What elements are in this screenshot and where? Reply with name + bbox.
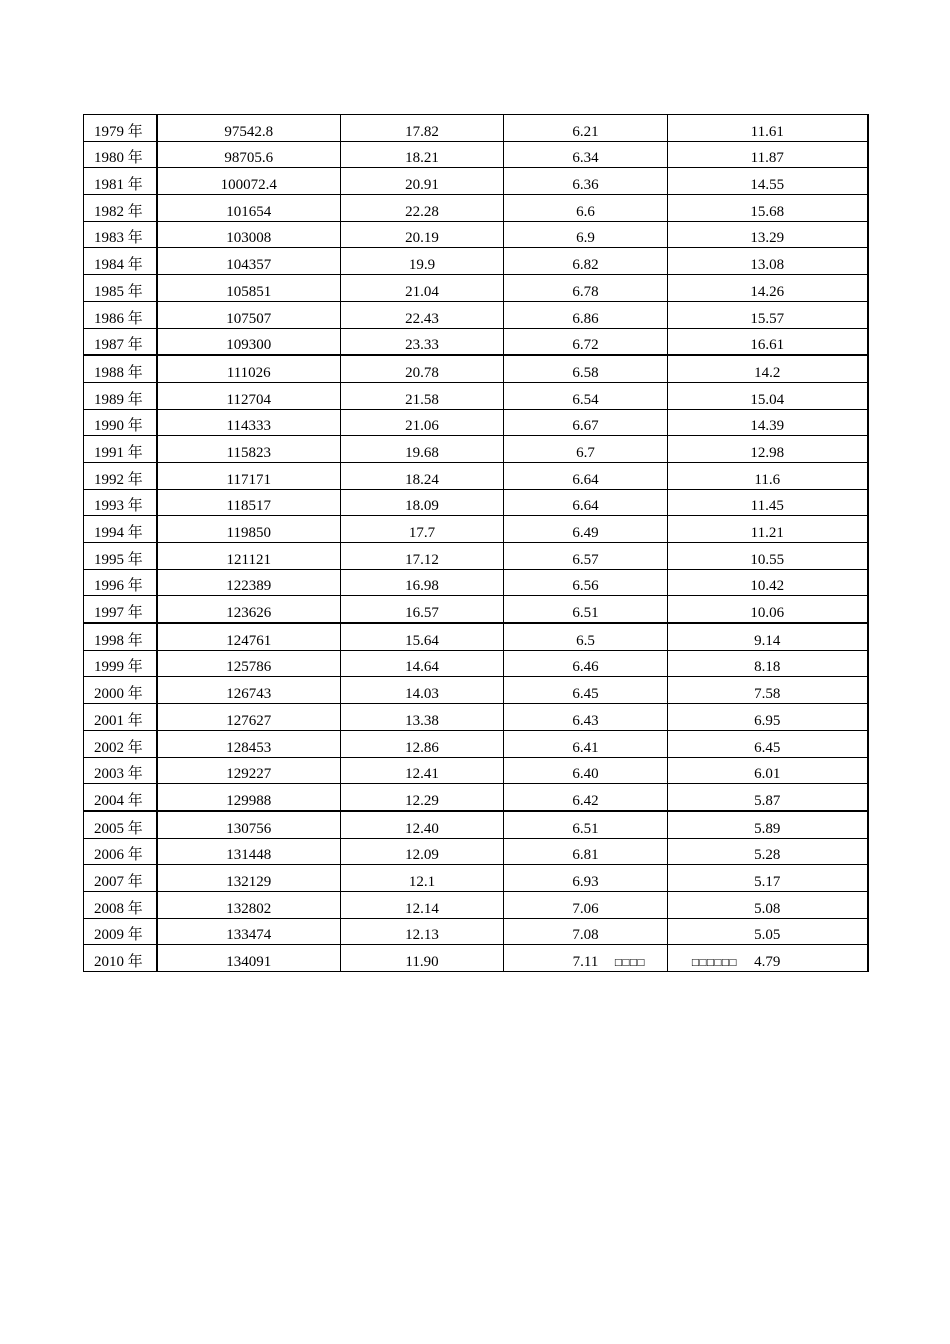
table-row [84,891,868,918]
table-row [84,677,868,704]
table-row [84,195,868,222]
table-row [84,596,868,623]
table-row [84,328,868,355]
value-cell-c1: 121121 [157,543,341,570]
year-cell: 2003 年 [84,757,157,784]
year-cell: 2002 年 [84,730,157,757]
value-cell-c2: 19.68 [341,436,504,463]
value-cell-c1: 112704 [157,382,341,409]
footnote-left: □□□□ [614,958,645,968]
value-cell-c2: 18.09 [341,489,504,516]
value-cell-c1: 133474 [157,918,341,945]
value-cell-c3: 6.64 [504,462,668,489]
value-cell-c2: 16.57 [341,596,504,623]
value-cell-c4: 8.18 [668,650,868,677]
value-cell-c2: 17.82 [341,115,504,142]
value-cell-c4: 5.28 [668,838,868,865]
value-cell-c4: 15.57 [668,301,868,328]
value-cell-c2: 22.28 [341,195,504,222]
table-row [84,704,868,731]
value-cell-c1: 100072.4 [157,168,341,195]
value-cell-c3: 6.43 [504,704,668,731]
value-cell-c2: 12.86 [341,730,504,757]
table-row [84,838,868,865]
value-cell-c3: 6.51 [504,811,668,838]
value-cell-c1: 98705.6 [157,141,341,168]
value-cell-c1: 124761 [157,623,341,650]
table-row [84,382,868,409]
year-cell: 1983 年 [84,221,157,248]
value-cell-c2: 12.41 [341,757,504,784]
value-cell-c3: 6.46 [504,650,668,677]
population-table [83,114,869,972]
value-cell-c1: 107507 [157,301,341,328]
value-cell-c4: 10.55 [668,543,868,570]
value-cell-c1: 129227 [157,757,341,784]
value-cell-c4: 13.29 [668,221,868,248]
table-row [84,409,868,436]
year-cell: 1979 年 [84,115,157,142]
value-cell-c2: 20.91 [341,168,504,195]
year-cell: 1995 年 [84,543,157,570]
value-cell-c4: 14.26 [668,275,868,302]
year-cell: 1991 年 [84,436,157,463]
value-cell-c3: 6.93 [504,865,668,892]
year-cell: 1990 年 [84,409,157,436]
value-cell-c1: 134091 [157,945,341,972]
value-cell-c1: 115823 [157,436,341,463]
value-cell-c3: 6.56 [504,569,668,596]
table-row [84,141,868,168]
value-cell-c4: 6.01 [668,757,868,784]
value-cell-c3: 6.7 [504,436,668,463]
year-cell: 2009 年 [84,918,157,945]
value-cell-c3: 6.34 [504,141,668,168]
table-row [84,516,868,543]
value-cell-c3: 6.21 [504,115,668,142]
year-cell: 1986 年 [84,301,157,328]
table-row [84,569,868,596]
table-row [84,730,868,757]
value-cell-c2: 18.21 [341,141,504,168]
value-cell-c4: 5.05 [668,918,868,945]
value-cell-c1: 132129 [157,865,341,892]
value-cell-c3: 6.51 [504,596,668,623]
year-cell: 1984 年 [84,248,157,275]
value-cell-c2: 22.43 [341,301,504,328]
value-cell-c2: 15.64 [341,623,504,650]
value-cell-c4: 14.39 [668,409,868,436]
value-cell-c2: 11.90 [341,945,504,972]
year-cell: 1992 年 [84,462,157,489]
value-cell-c4: 11.87 [668,141,868,168]
value-cell-c1: 131448 [157,838,341,865]
year-cell: 2006 年 [84,838,157,865]
year-cell: 1989 年 [84,382,157,409]
value-cell-c3: 6.42 [504,784,668,811]
value-cell-c4: 15.04 [668,382,868,409]
table-row [84,623,868,650]
value-cell-c2: 23.33 [341,328,504,355]
year-cell: 1987 年 [84,328,157,355]
value-cell-c4: 14.55 [668,168,868,195]
value-cell-c4: 5.89 [668,811,868,838]
year-cell: 2010 年 [84,945,157,972]
value-cell-c2: 13.38 [341,704,504,731]
value-cell-c4: 10.42 [668,569,868,596]
value-cell-c4: 11.45 [668,489,868,516]
value-cell-c4: 6.45 [668,730,868,757]
table-row [84,543,868,570]
value-cell-c1: 122389 [157,569,341,596]
value-cell-c3: 6.82 [504,248,668,275]
year-cell: 2007 年 [84,865,157,892]
year-cell: 2001 年 [84,704,157,731]
year-cell: 2005 年 [84,811,157,838]
value-cell-c1: 119850 [157,516,341,543]
value-cell-c1: 123626 [157,596,341,623]
value-cell-c4: 13.08 [668,248,868,275]
value-cell-c4: 6.95 [668,704,868,731]
year-cell: 1999 年 [84,650,157,677]
value-cell-c3: 6.41 [504,730,668,757]
table-row [84,462,868,489]
value-cell-c1: 104357 [157,248,341,275]
value-cell-c2: 12.1 [341,865,504,892]
value-cell-c3: 6.40 [504,757,668,784]
value-cell-c3: 6.54 [504,382,668,409]
table-row [84,784,868,811]
value-cell-c4: 5.17 [668,865,868,892]
value-cell-c1: 114333 [157,409,341,436]
value-cell-c2: 21.58 [341,382,504,409]
table-row [84,918,868,945]
value-cell-c2: 12.14 [341,891,504,918]
value-cell-c3: 6.86 [504,301,668,328]
value-cell-c2: 18.24 [341,462,504,489]
value-cell-c2: 12.09 [341,838,504,865]
value-cell-c3: 7.06 [504,891,668,918]
value-cell-c2: 20.19 [341,221,504,248]
value-cell-c3: 6.9 [504,221,668,248]
value-cell-c1: 101654 [157,195,341,222]
value-cell-c4: 14.2 [668,355,868,382]
year-cell: 1981 年 [84,168,157,195]
table-row [84,248,868,275]
value-cell-c2: 14.03 [341,677,504,704]
year-cell: 1994 年 [84,516,157,543]
value-cell-c4: 15.68 [668,195,868,222]
value-cell-c4: 9.14 [668,623,868,650]
value-cell-c1: 117171 [157,462,341,489]
table-row [84,301,868,328]
value-cell-c3: 6.67 [504,409,668,436]
value-cell-c1: 128453 [157,730,341,757]
value-cell-c1: 103008 [157,221,341,248]
value-cell-c1: 97542.8 [157,115,341,142]
year-cell: 2000 年 [84,677,157,704]
value-cell-c1: 118517 [157,489,341,516]
table-row [84,355,868,382]
value-cell-c1: 125786 [157,650,341,677]
value-cell-c3: 7.11 [504,945,668,972]
year-cell: 1985 年 [84,275,157,302]
value-cell-c2: 12.29 [341,784,504,811]
value-cell-c2: 12.40 [341,811,504,838]
value-cell-c3: 6.45 [504,677,668,704]
year-cell: 1993 年 [84,489,157,516]
year-cell: 1998 年 [84,623,157,650]
value-cell-c2: 16.98 [341,569,504,596]
value-cell-c3: 7.08 [504,918,668,945]
value-cell-c2: 17.12 [341,543,504,570]
value-cell-c2: 12.13 [341,918,504,945]
value-cell-c2: 21.04 [341,275,504,302]
value-cell-c1: 111026 [157,355,341,382]
table-row [84,115,868,142]
year-cell: 2004 年 [84,784,157,811]
value-cell-c3: 6.6 [504,195,668,222]
value-cell-c3: 6.72 [504,328,668,355]
value-cell-c3: 6.5 [504,623,668,650]
table-row [84,489,868,516]
table-row [84,436,868,463]
year-cell: 1996 年 [84,569,157,596]
value-cell-c1: 129988 [157,784,341,811]
value-cell-c1: 126743 [157,677,341,704]
table-row [84,275,868,302]
table-row [84,650,868,677]
year-cell: 1997 年 [84,596,157,623]
table-row [84,811,868,838]
footnote-right: □□□□□□ [691,958,737,968]
value-cell-c3: 6.78 [504,275,668,302]
value-cell-c2: 20.78 [341,355,504,382]
value-cell-c4: 5.08 [668,891,868,918]
table-row [84,945,868,972]
value-cell-c1: 132802 [157,891,341,918]
value-cell-c4: 10.06 [668,596,868,623]
table-row [84,865,868,892]
value-cell-c2: 17.7 [341,516,504,543]
table-body [84,115,868,972]
value-cell-c4: 12.98 [668,436,868,463]
value-cell-c2: 21.06 [341,409,504,436]
value-cell-c3: 6.81 [504,838,668,865]
value-cell-c4: 11.61 [668,115,868,142]
year-cell: 1982 年 [84,195,157,222]
value-cell-c1: 109300 [157,328,341,355]
value-cell-c4: 11.6 [668,462,868,489]
table-row [84,168,868,195]
value-cell-c2: 14.64 [341,650,504,677]
value-cell-c4: 5.87 [668,784,868,811]
year-cell: 2008 年 [84,891,157,918]
value-cell-c2: 19.9 [341,248,504,275]
value-cell-c3: 6.36 [504,168,668,195]
value-cell-c4: 4.79 [668,945,868,972]
table-row [84,757,868,784]
value-cell-c1: 127627 [157,704,341,731]
value-cell-c4: 7.58 [668,677,868,704]
year-cell: 1980 年 [84,141,157,168]
value-cell-c3: 6.57 [504,543,668,570]
value-cell-c3: 6.58 [504,355,668,382]
value-cell-c1: 130756 [157,811,341,838]
table-row [84,221,868,248]
year-cell: 1988 年 [84,355,157,382]
value-cell-c4: 16.61 [668,328,868,355]
value-cell-c3: 6.49 [504,516,668,543]
value-cell-c3: 6.64 [504,489,668,516]
value-cell-c1: 105851 [157,275,341,302]
value-cell-c4: 11.21 [668,516,868,543]
